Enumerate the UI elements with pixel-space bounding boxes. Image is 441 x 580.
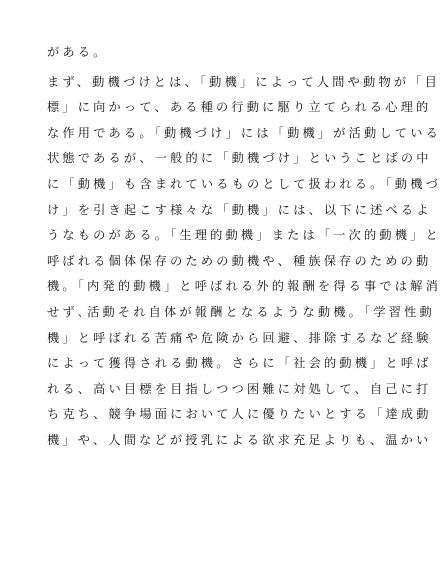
text-line: 機」や、人間などが授乳による欲求充足よりも、温かい bbox=[47, 432, 432, 447]
text-line: 標」に向かって、ある種の行動に駆り立てられる心理的 bbox=[47, 100, 432, 115]
text-line: 呼ばれる個体保存のための動機や、種族保存のための動 bbox=[47, 253, 432, 268]
text-line: け」を引き起こす様々な「動機」には、以下に述べるよ bbox=[47, 202, 432, 217]
text-line: 機。「内発的動機」と呼ばれる外的報酬を得る事では解消 bbox=[47, 279, 441, 294]
text-line: ち克ち、競争場面において人に優りたいとする「達成動 bbox=[47, 407, 432, 422]
text-line: まず、動機づけとは、「動機」によって人間や動物が「目 bbox=[47, 74, 440, 89]
text-line: せず､活動それ自体が報酬となるような動機。「学習性動 bbox=[47, 304, 435, 319]
text-line: な作用である。「動機づけ」には「動機」が活動している bbox=[47, 125, 441, 140]
text-line: れる、高い目標を目指しつつ困難に対処して、自己に打 bbox=[47, 381, 432, 396]
text-line: がある。 bbox=[47, 45, 109, 59]
text-line: 機」と呼ばれる苦痛や危険から回避、排除するなど経験 bbox=[47, 330, 432, 345]
text-line: 状態であるが、一般的に「動機づけ」ということばの中 bbox=[47, 151, 432, 166]
text-line: うなものがある。「生理的動機」または「一次的動機」と bbox=[47, 228, 441, 243]
text-line: によって獲得される動機。さらに「社会的動機」と呼ば bbox=[47, 356, 432, 371]
text-line: に「動機」も含まれているものとして扱われる。「動機づ bbox=[47, 176, 441, 191]
